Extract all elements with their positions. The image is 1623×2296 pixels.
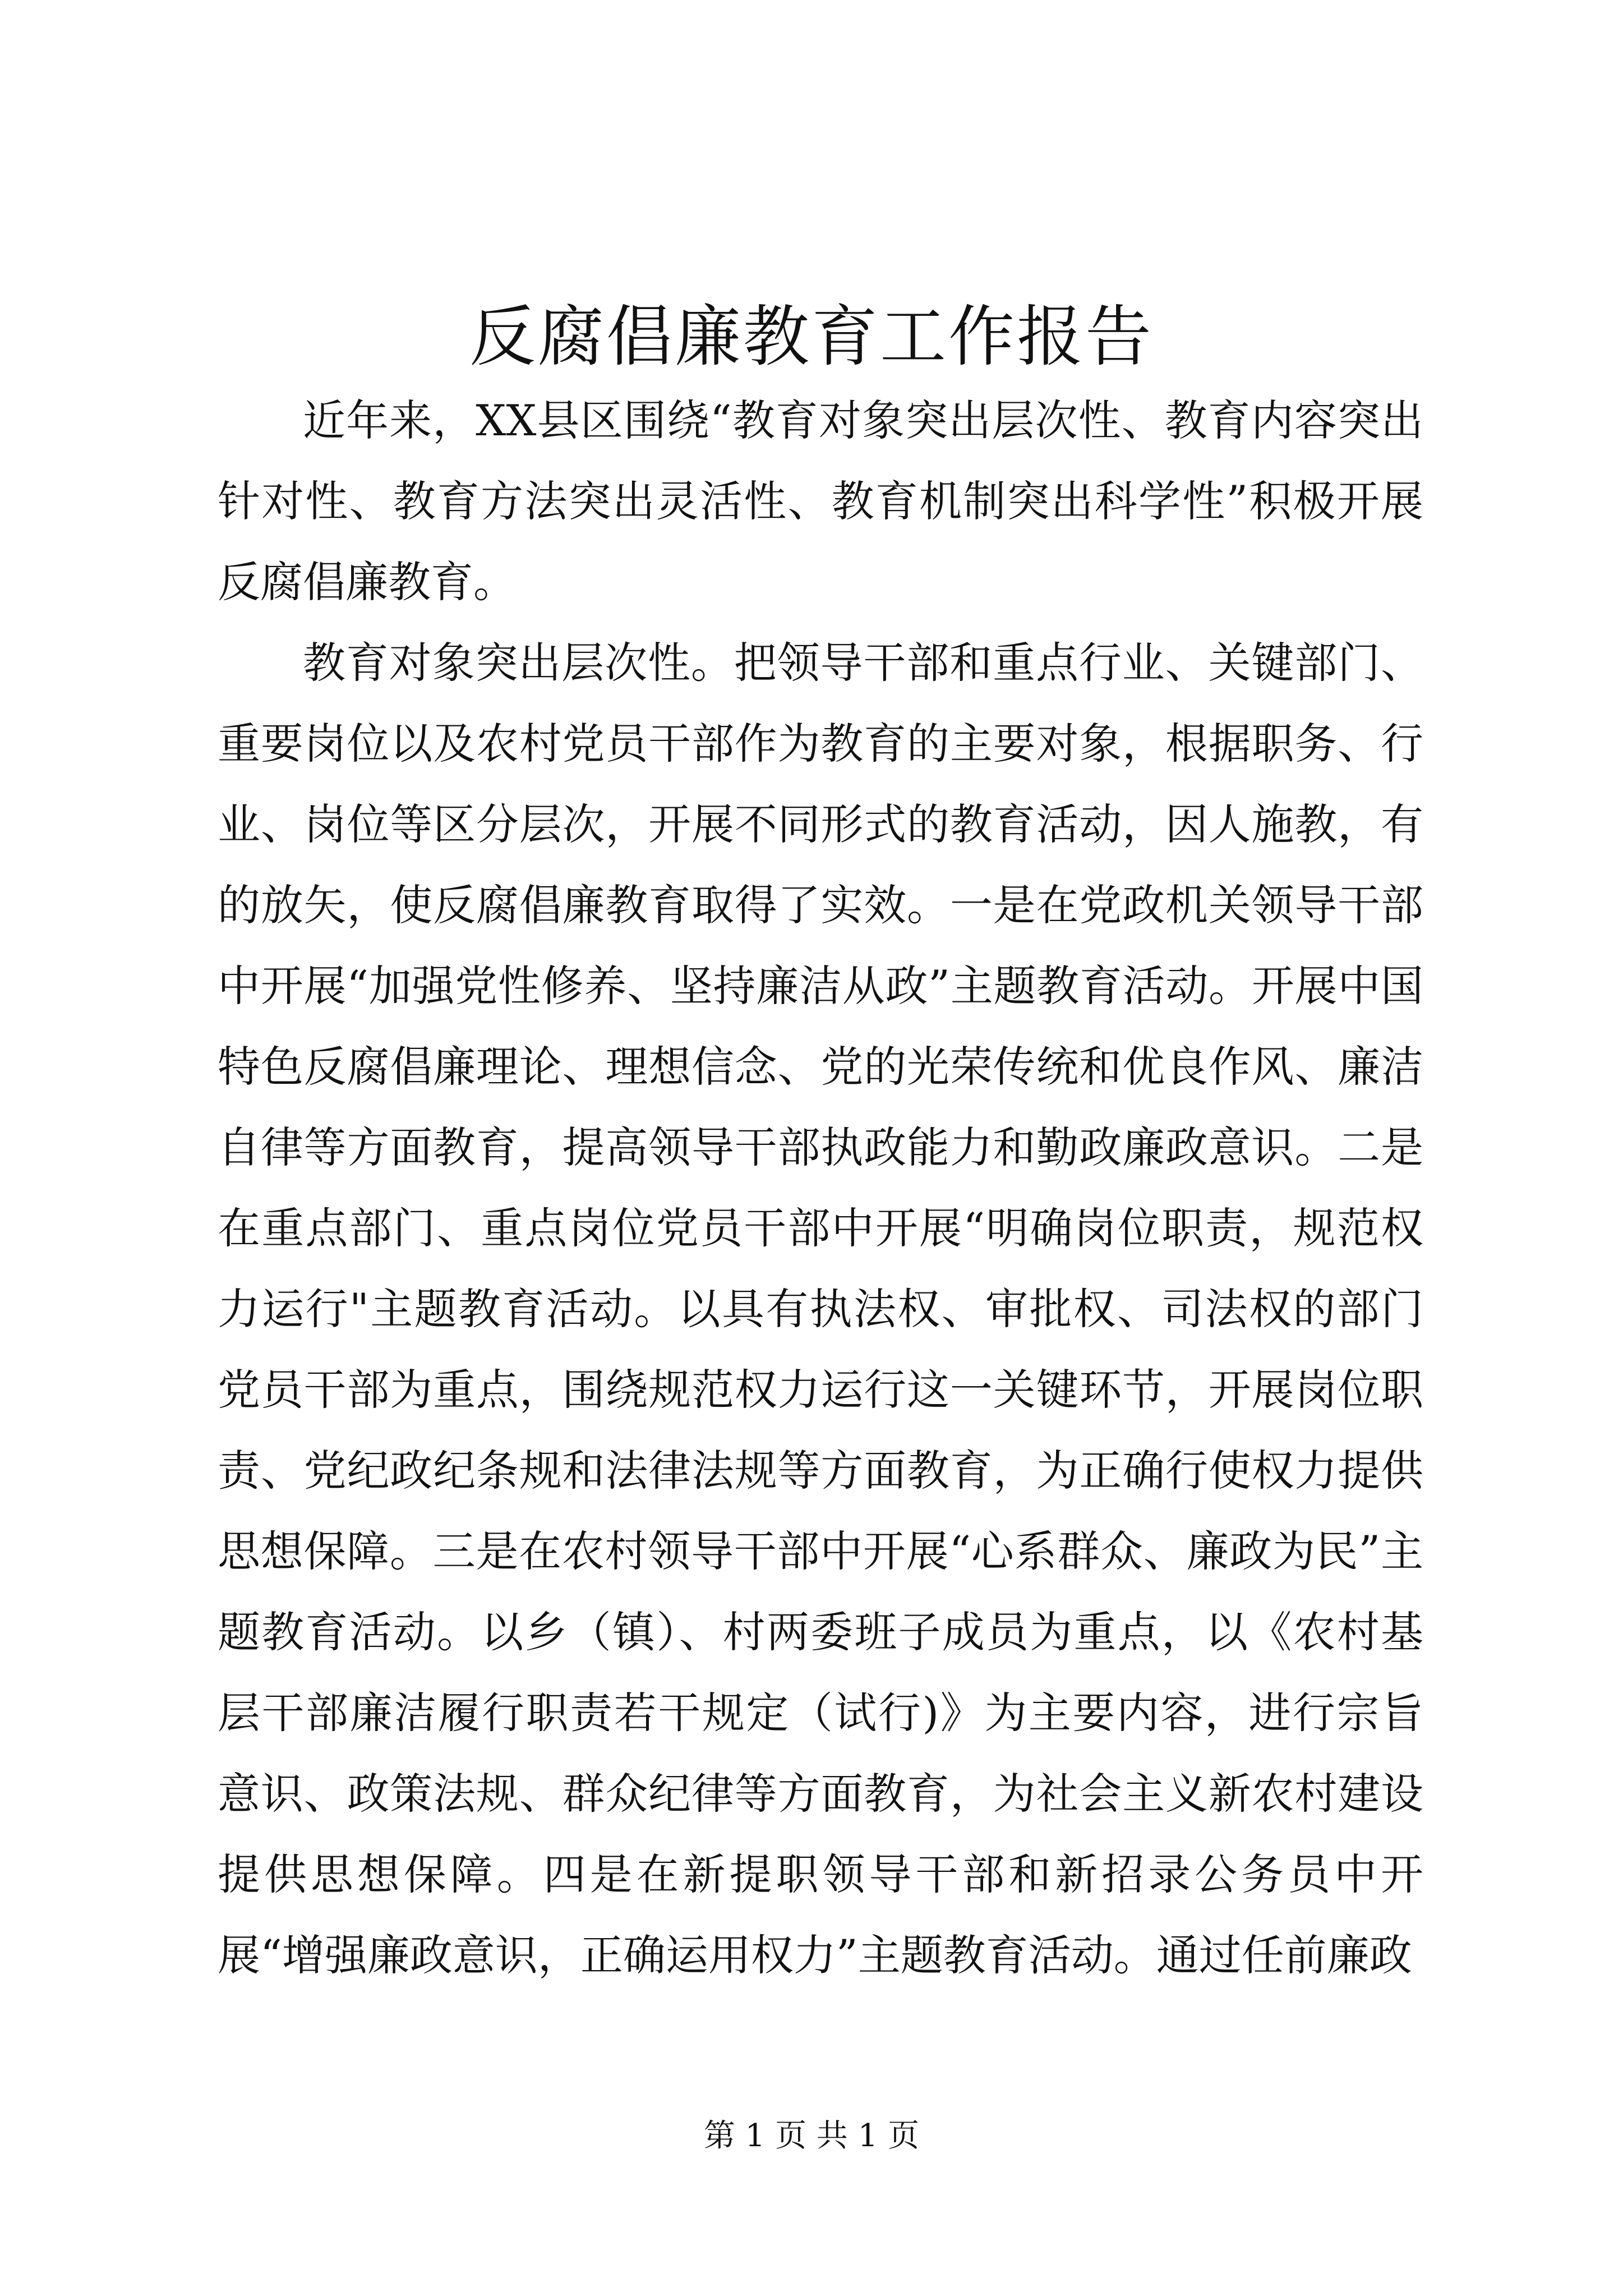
document-title: 反腐倡廉教育工作报告 [469,298,1154,375]
paragraph-intro: 近年来，XX县区围绕“教育对象突出层次性、教育内容突出针对性、教育方法突出灵活性、教育机制突出科学性”积极开展反腐倡廉教育。 [218,395,1423,607]
paragraph-education-levels: 教育对象突出层次性。把领导干部和重点行业、关键部门、重要岗位以及农村党员干部作为教育的主要对象，根据职务、行业、岗位等区分层次，开展不同形式的教育活动，因人施教，有的放矢，使反腐倡廉教育取得了实效。一是在党政机关领导干部中开展“加强党性修养、坚持廉洁从政”主题教育活动。开展中国特色反腐倡廉理论、理想信念、党的光荣传统和优良作风、廉洁自律等方面教育，提高领导干部执政能力和勤政廉政意识。二是在重点部门、重点岗位党员干部中开展“明确岗位职责，规范权力运行"主题教育活动。以具有执法权、审批权、司法权的部门党员干部为重点，围绕规范权力运行这一关键环节，开展岗位职责、党纪政纪条规和法律法规等方面教育，为正确行使权力提供思想保障。三是在农村领导干部中开展“心系群众、廉政为民”主题教育活动。以乡（镇）、村两委班子成员为重点，以《农村基层干部廉洁履行职责若干规定（试行)》为主要内容，进行宗旨意识、政策法规、群众纪律等方面教育，为社会主义新农村建设提供思想保障。四是在新提职领导干部和新招录公务员中开展“增强廉政意识，正确运用权力”主题教育活动。通过任前廉政 [218,638,1423,1980]
document-body [218,380,1423,1996]
page-number-footer: 第 1 页 共 1 页 [703,2118,920,2154]
